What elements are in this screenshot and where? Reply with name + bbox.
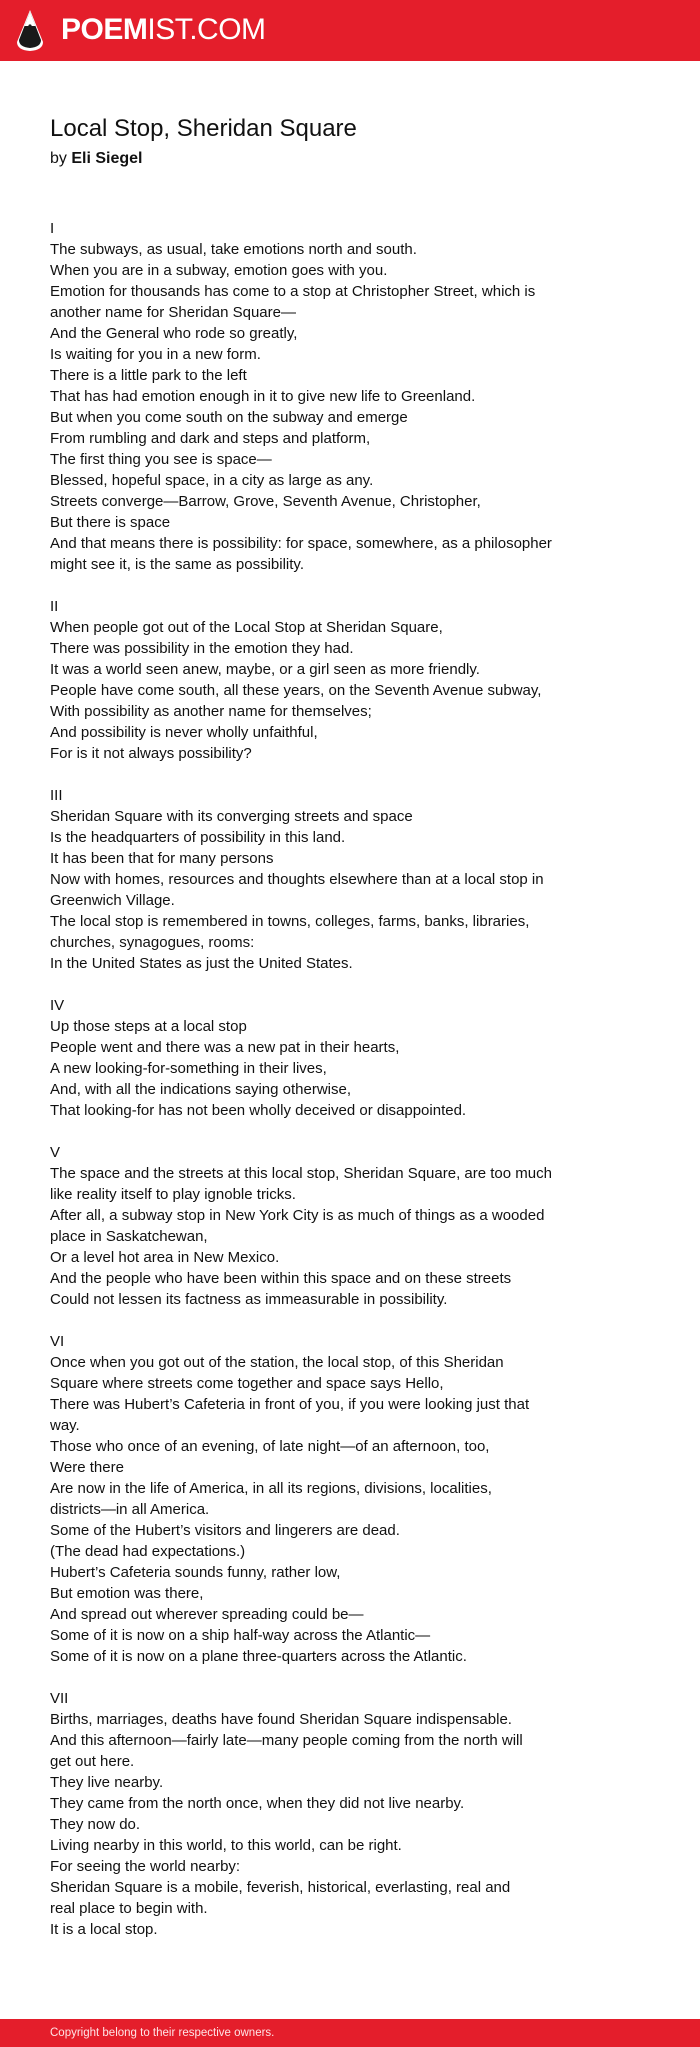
poem-line: Sheridan Square with its converging streets and space: [50, 808, 413, 825]
stanza: [50, 1688, 590, 1940]
poem-line: People went and there was a new pat in their hearts,: [50, 1039, 400, 1056]
poem-line: For seeing the world nearby:: [50, 1858, 241, 1875]
stanza-number: II: [50, 598, 59, 615]
site-logo[interactable]: [61, 12, 266, 48]
poem-line: When people got out of the Local Stop at Sheridan Square,: [50, 619, 443, 636]
poem-line: In the United States as just the United States.: [50, 955, 353, 972]
poem-line: Emotion for thousands has come to a stop at Christopher Street, which is: [50, 283, 536, 300]
author-name[interactable]: Eli Siegel: [71, 150, 143, 167]
poem-line: And possibility is never wholly unfaithful,: [50, 724, 318, 741]
poem-line: It is a local stop.: [50, 1921, 158, 1938]
poem-line: Births, marriages, deaths have found Sheridan Square indispensable.: [50, 1711, 512, 1728]
poem-line: another name for Sheridan Square—: [50, 304, 296, 321]
stanza: [50, 1331, 590, 1667]
poem-line: It was a world seen anew, maybe, or a girl seen as more friendly.: [50, 661, 480, 678]
poem-line: might see it, is the same as possibility.: [50, 556, 304, 573]
pen-nib-icon[interactable]: [16, 9, 44, 53]
poem-line: Sheridan Square is a mobile, feverish, historical, everlasting, real and: [50, 1879, 511, 1896]
poem-line: place in Saskatchewan,: [50, 1228, 208, 1245]
copyright-notice: Copyright belong to their respective owners.: [50, 2027, 275, 2039]
poem-line: Up those steps at a local stop: [50, 1018, 247, 1035]
poem-title: Local Stop, Sheridan Square: [50, 115, 357, 142]
poem-line: With possibility as another name for themselves;: [50, 703, 372, 720]
poem-line: Is the headquarters of possibility in this land.: [50, 829, 346, 846]
poem-line: People have come south, all these years, on the Seventh Avenue subway,: [50, 682, 542, 699]
poem-line: They live nearby.: [50, 1774, 164, 1791]
poem-line: Is waiting for you in a new form.: [50, 346, 261, 363]
poem-line: And that means there is possibility: for space, somewhere, as a philosopher: [50, 535, 552, 552]
by-label: by: [50, 150, 67, 167]
poem-line: churches, synagogues, rooms:: [50, 934, 255, 951]
poem-body: [50, 218, 590, 1961]
poem-line: But emotion was there,: [50, 1585, 204, 1602]
poem-line: And the General who rode so greatly,: [50, 325, 298, 342]
poem-line: real place to begin with.: [50, 1900, 208, 1917]
poem-line: There was Hubert’s Cafeteria in front of you, if you were looking just that: [50, 1396, 530, 1413]
poem-line: The first thing you see is space—: [50, 451, 272, 468]
poem-line: After all, a subway stop in New York City is as much of things as a wooded: [50, 1207, 545, 1224]
poem-line: There is a little park to the left: [50, 367, 247, 384]
poem-line: Once when you got out of the station, the local stop, of this Sheridan: [50, 1354, 504, 1371]
stanza-number: I: [50, 220, 55, 237]
stanza-number: IV: [50, 997, 65, 1014]
poem-line: Were there: [50, 1459, 124, 1476]
poem-line: (The dead had expectations.): [50, 1543, 246, 1560]
poem-line: It has been that for many persons: [50, 850, 274, 867]
poem-line: Some of it is now on a plane three-quarters across the Atlantic.: [50, 1648, 467, 1665]
poem-line: They came from the north once, when they did not live nearby.: [50, 1795, 465, 1812]
poem-line: That looking-for has not been wholly deceived or disappointed.: [50, 1102, 467, 1119]
poem-line: And spread out wherever spreading could be—: [50, 1606, 364, 1623]
stanza-number: III: [50, 787, 63, 804]
poem-line: Square where streets come together and space says Hello,: [50, 1375, 444, 1392]
poem-line: There was possibility in the emotion they had.: [50, 640, 354, 657]
poem-line: way.: [50, 1417, 80, 1434]
poem-line: get out here.: [50, 1753, 135, 1770]
stanza: [50, 218, 590, 575]
poem-line: Those who once of an evening, of late night—of an afternoon, too,: [50, 1438, 490, 1455]
poem-line: The local stop is remembered in towns, colleges, farms, banks, libraries,: [50, 913, 530, 930]
poem-line: But when you come south on the subway and emerge: [50, 409, 408, 426]
site-footer: [0, 2019, 700, 2047]
poem-line: But there is space: [50, 514, 171, 531]
poem-line: That has had emotion enough in it to give new life to Greenland.: [50, 388, 476, 405]
poem-line: districts—in all America.: [50, 1501, 210, 1518]
poem-line: A new looking-for-something in their lives,: [50, 1060, 327, 1077]
stanza: [50, 785, 590, 974]
poem-line: When you are in a subway, emotion goes with you.: [50, 262, 388, 279]
stanza: [50, 596, 590, 764]
stanza-number: V: [50, 1144, 61, 1161]
poem-line: Living nearby in this world, to this world, can be right.: [50, 1837, 402, 1854]
poem-line: Or a level hot area in New Mexico.: [50, 1249, 280, 1266]
poem-line: like reality itself to play ignoble tricks.: [50, 1186, 296, 1203]
logo-text-light: IST.COM: [147, 13, 266, 46]
poem-line: And the people who have been within this space and on these streets: [50, 1270, 512, 1287]
poem-line: Hubert’s Cafeteria sounds funny, rather low,: [50, 1564, 341, 1581]
poem-line: Blessed, hopeful space, in a city as large as any.: [50, 472, 374, 489]
poem-line: And, with all the indications saying otherwise,: [50, 1081, 351, 1098]
poem-line: The subways, as usual, take emotions north and south.: [50, 241, 417, 258]
poem-line: Could not lessen its factness as immeasurable in possibility.: [50, 1291, 448, 1308]
poem-line: Streets converge—Barrow, Grove, Seventh Avenue, Christopher,: [50, 493, 481, 510]
stanza: [50, 1142, 590, 1310]
poem-line: Now with homes, resources and thoughts elsewhere than at a local stop in: [50, 871, 544, 888]
poem-line: For is it not always possibility?: [50, 745, 252, 762]
poem-line: Greenwich Village.: [50, 892, 175, 909]
poem-line: Are now in the life of America, in all its regions, divisions, localities,: [50, 1480, 492, 1497]
poem-line: From rumbling and dark and steps and platform,: [50, 430, 371, 447]
stanza-number: VI: [50, 1333, 65, 1350]
logo-text-bold: POEM: [61, 13, 148, 46]
poem-line: Some of it is now on a ship half-way across the Atlantic—: [50, 1627, 431, 1644]
byline: [50, 149, 143, 169]
site-header: [0, 0, 700, 61]
poem-line: And this afternoon—fairly late—many people coming from the north will: [50, 1732, 523, 1749]
poem-line: Some of the Hubert’s visitors and lingerers are dead.: [50, 1522, 400, 1539]
stanza-number: VII: [50, 1690, 69, 1707]
poem-line: They now do.: [50, 1816, 141, 1833]
poem-line: The space and the streets at this local stop, Sheridan Square, are too much: [50, 1165, 552, 1182]
stanza: [50, 995, 590, 1121]
